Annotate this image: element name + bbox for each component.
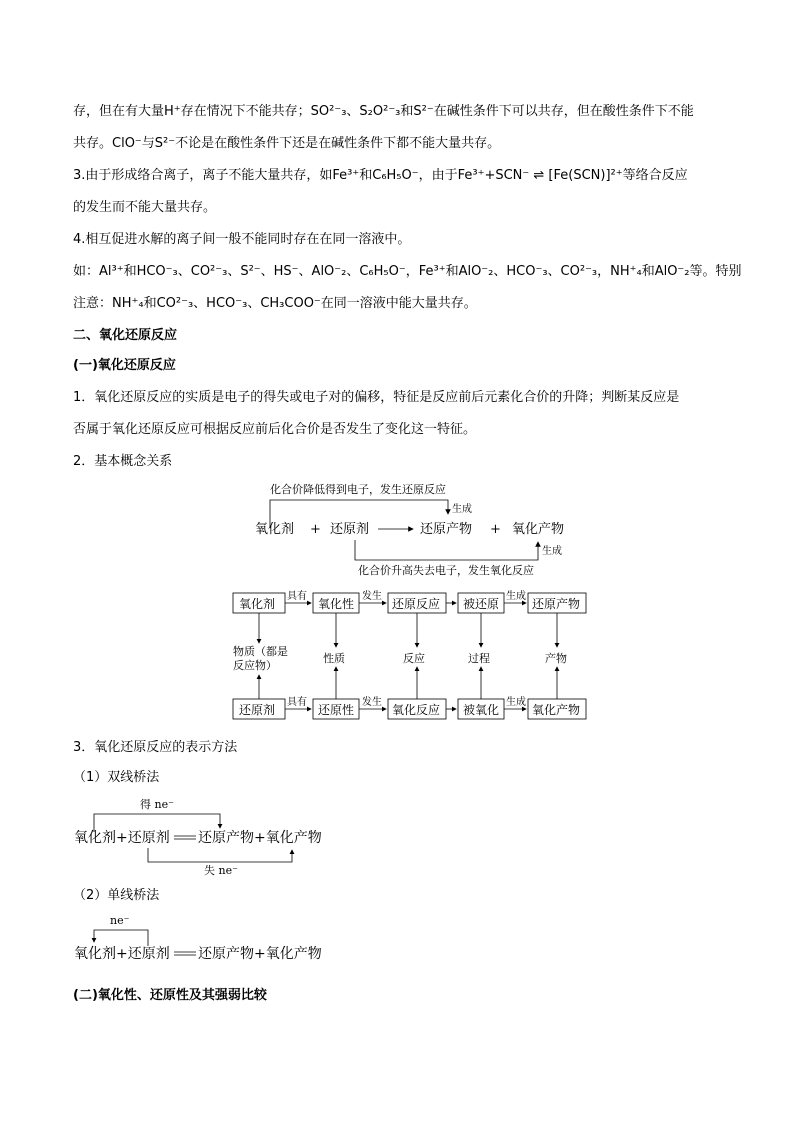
oxidation-product-term: 氧化产物 bbox=[512, 522, 565, 537]
mid-product: 产物 bbox=[545, 652, 567, 665]
paragraph-line-7: 注意：NH⁺₄和CO²⁻₃、HCO⁻₃、CH₃COO⁻在同一溶液中能大量共存。 bbox=[73, 296, 477, 311]
paragraph-line-6: 如：Al³⁺和HCO⁻₃、CO²⁻₃、S²⁻、HS⁻、AlO⁻₂、C₆H₅O⁻，Fe³⁺和AlO⁻₂、HCO⁻₃、CO²⁻₃，NH⁺₄和AlO⁻₂等。特别 bbox=[73, 264, 742, 279]
edge-undergo-bottom: 发生 bbox=[362, 697, 382, 708]
generate-label-2: 生成 bbox=[542, 546, 562, 557]
paragraph-line-1: 存，但在有大量H⁺存在情况下不能共存；SO²⁻₃、S₂O²⁻₃和S²⁻在碱性条件下可以共存，但在酸性条件下不能 bbox=[73, 104, 694, 119]
paragraph-line-11: 3．氧化还原反应的表示方法 bbox=[73, 740, 238, 755]
subsection-heading-1: (一)氧化还原反应 bbox=[73, 358, 176, 373]
paragraph-line-13: （2）单线桥法 bbox=[73, 888, 160, 903]
box-oxidation-product: 氧化产物 bbox=[532, 703, 581, 717]
equation-left: 氧化剂+还原剂 bbox=[74, 830, 170, 846]
box-reduced: 被还原 bbox=[463, 597, 500, 611]
single-bridge-diagram bbox=[70, 912, 360, 968]
redox-relation-diagram bbox=[230, 478, 590, 578]
reductant-term: 还原剂 bbox=[330, 522, 370, 537]
reduction-product-term: 还原产物 bbox=[420, 522, 473, 537]
oxidant-term: 氧化剂 bbox=[255, 522, 295, 537]
box-oxidizing: 氧化性 bbox=[318, 597, 355, 611]
paragraph-line-12: （1）双线桥法 bbox=[73, 770, 160, 785]
subsection-heading-2: (二)氧化性、还原性及其强弱比较 bbox=[73, 988, 267, 1003]
gain-electrons-label: 得 ne⁻ bbox=[140, 798, 174, 811]
box-reducing: 还原性 bbox=[318, 703, 355, 717]
paragraph-line-3: 3.由于形成络合离子，离子不能大量共存，如Fe³⁺和C₆H₅O⁻，由于Fe³⁺+SCN⁻ ⇌ [Fe(SCN)]²⁺等络合反应 bbox=[73, 168, 688, 183]
box-oxidation-reaction: 氧化反应 bbox=[392, 703, 441, 717]
box-reductant: 还原剂 bbox=[239, 703, 276, 717]
single-equation-left: 氧化剂+还原剂 bbox=[74, 946, 170, 962]
edge-generate-top: 生成 bbox=[506, 591, 526, 602]
box-oxidant: 氧化剂 bbox=[239, 597, 276, 611]
single-equation-right: 还原产物+氧化产物 bbox=[198, 946, 322, 962]
mid-property: 性质 bbox=[323, 652, 345, 665]
electron-transfer-label: ne⁻ bbox=[110, 914, 130, 927]
edge-have-bottom: 具有 bbox=[287, 697, 307, 708]
mid-reaction: 反应 bbox=[403, 652, 425, 665]
paragraph-line-9: 否属于氧化还原反应可根据反应前后化合价是否发生了变化这一特征。 bbox=[73, 422, 477, 437]
paragraph-line-8: 1．氧化还原反应的实质是电子的得失或电子对的偏移，特征是反应前后元素化合价的升降；判断某反应是 bbox=[73, 390, 680, 405]
paragraph-line-10: 2．基本概念关系 bbox=[73, 454, 173, 469]
oxidation-label: 化合价升高失去电子，发生氧化反应 bbox=[358, 564, 534, 577]
edge-generate-bottom: 生成 bbox=[506, 697, 526, 708]
lose-electrons-label: 失 ne⁻ bbox=[204, 864, 238, 877]
mid-substance-2: 反应物） bbox=[233, 659, 277, 672]
box-reduction-product: 还原产物 bbox=[532, 597, 581, 611]
edge-have-top: 具有 bbox=[287, 591, 307, 602]
equation-right: 还原产物+氧化产物 bbox=[198, 830, 322, 846]
plus-sign-2: + bbox=[490, 522, 501, 537]
section-heading: 二、氧化还原反应 bbox=[73, 328, 178, 343]
concept-box-diagram bbox=[230, 585, 590, 725]
edge-undergo-top: 发生 bbox=[362, 591, 382, 602]
paragraph-line-4: 的发生而不能大量共存。 bbox=[73, 200, 217, 215]
box-oxidized: 被氧化 bbox=[463, 703, 500, 717]
box-reduction-reaction: 还原反应 bbox=[392, 597, 441, 611]
mid-process: 过程 bbox=[468, 652, 490, 665]
double-bridge-diagram bbox=[70, 794, 360, 878]
mid-substance-1: 物质（都是 bbox=[233, 645, 288, 658]
generate-label-1: 生成 bbox=[452, 504, 472, 515]
reduction-label: 化合价降低得到电子，发生还原反应 bbox=[270, 483, 446, 496]
paragraph-line-5: 4.相互促进水解的离子间一般不能同时存在在同一溶液中。 bbox=[73, 232, 411, 247]
plus-sign-1: + bbox=[310, 522, 321, 537]
paragraph-line-2: 共存。ClO⁻与S²⁻不论是在酸性条件下还是在碱性条件下都不能大量共存。 bbox=[73, 136, 501, 151]
